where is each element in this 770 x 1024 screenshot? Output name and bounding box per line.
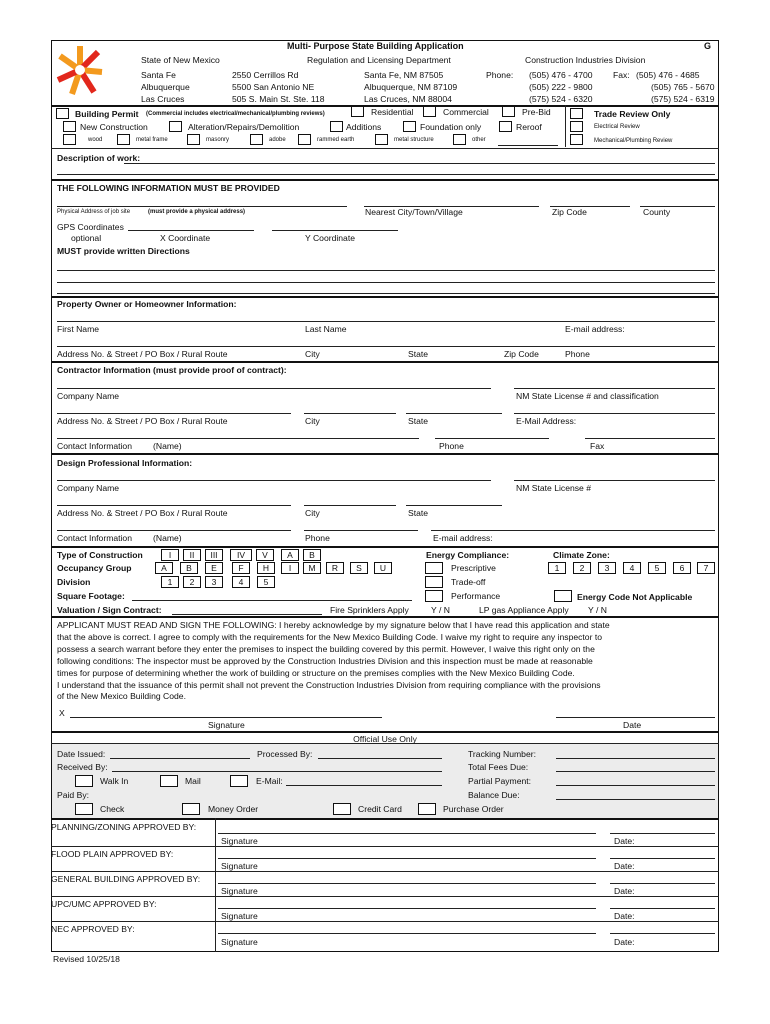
y-coordinate-field[interactable]	[272, 230, 398, 231]
applicant-text: times for purpose of determining whether the work of building or structure on the premises complies with the New Mexico Building Code.	[57, 668, 575, 678]
received-by-field[interactable]	[112, 771, 442, 772]
approval-date-field[interactable]	[610, 933, 715, 934]
partial-payment-field[interactable]	[556, 785, 715, 786]
designer-city-label: City	[305, 508, 320, 518]
square-footage-field[interactable]	[132, 600, 412, 601]
office-fax: (505) 476 - 4685	[636, 70, 700, 80]
divider	[51, 546, 719, 548]
occupancy-cell[interactable]: A	[155, 562, 173, 574]
designer-contact-field[interactable]	[57, 530, 291, 531]
tracking-number-label: Tracking Number:	[468, 749, 536, 759]
approval-date-label: Date:	[614, 911, 635, 921]
division-cell[interactable]: 5	[257, 576, 275, 588]
contractor-company-field[interactable]	[57, 388, 491, 389]
divider	[51, 179, 719, 181]
contractor-fax-label: Fax	[590, 441, 605, 451]
permit-note: (Commercial includes electrical/mechanical/plumbing reviews)	[146, 111, 325, 117]
approval-label: UPC/UMC APPROVED BY:	[51, 899, 157, 909]
owner-city-label: City	[305, 349, 320, 359]
designer-company-field[interactable]	[57, 480, 491, 481]
designer-license-label: NM State License #	[516, 483, 591, 493]
alteration-label: Alteration/Repairs/Demolition	[188, 122, 300, 132]
climate-zone-cell[interactable]: 6	[673, 562, 691, 574]
contractor-city-field[interactable]	[304, 413, 396, 414]
type-of-construction-label: Type of Construction	[57, 550, 143, 560]
approval-signature-label: Signature	[221, 911, 258, 921]
approval-date-field[interactable]	[610, 858, 715, 859]
designer-phone-label: Phone	[305, 533, 330, 543]
paid-by-label: Paid By:	[57, 790, 90, 800]
approval-label: NEC APPROVED BY:	[51, 924, 135, 934]
additions-label: Additions	[346, 122, 382, 132]
masonry-checkbox[interactable]	[187, 134, 200, 145]
applicant-text: that the above is correct. I agree to comply with the requirements for the New Mexico Building Code. I waive my right to require any inspector to	[57, 632, 603, 642]
approval-signature-label: Signature	[221, 836, 258, 846]
division-label: Division	[57, 577, 91, 587]
owner-heading: Property Owner or Homeowner Information:	[57, 299, 237, 309]
contractor-company-label: Company Name	[57, 391, 120, 401]
partial-payment-label: Partial Payment:	[468, 776, 532, 786]
wood-label: wood	[88, 137, 103, 143]
occupancy-cell[interactable]: F	[232, 562, 250, 574]
purchase-order-label: Purchase Order	[443, 804, 504, 814]
type-cell[interactable]: I	[161, 549, 179, 561]
office-city: Santa Fe	[141, 70, 176, 80]
applicant-date-label: Date	[623, 720, 642, 730]
purchase-order-checkbox[interactable]	[418, 803, 436, 815]
wood-checkbox[interactable]	[63, 134, 76, 145]
approval-signature-label: Signature	[221, 886, 258, 896]
division-cell[interactable]: 2	[183, 576, 201, 588]
approval-signature-label: Signature	[221, 861, 258, 871]
occupancy-cell[interactable]: M	[303, 562, 321, 574]
prescriptive-label: Prescriptive	[451, 563, 496, 573]
approval-date-label: Date:	[614, 836, 635, 846]
energy-na-label: Energy Code Not Applicable	[577, 592, 693, 602]
owner-state-label: State	[408, 349, 429, 359]
applicant-text: APPLICANT MUST READ AND SIGN THE FOLLOWING: I hereby acknowledge by my signature below that I have read this application and state	[57, 620, 610, 630]
total-fees-field[interactable]	[556, 771, 715, 772]
divider	[51, 731, 719, 733]
divider	[51, 616, 719, 618]
alteration-checkbox[interactable]	[169, 121, 182, 132]
electrical-review-checkbox[interactable]	[570, 121, 583, 132]
owner-address-label: Address No. & Street / PO Box / Rural Route	[57, 349, 228, 359]
mech-review-checkbox[interactable]	[570, 134, 583, 145]
site-heading: THE FOLLOWING INFORMATION MUST BE PROVIDED	[57, 183, 280, 193]
contractor-license-field[interactable]	[514, 388, 715, 389]
division-cell[interactable]: 3	[205, 576, 223, 588]
foundation-label: Foundation only	[420, 122, 482, 132]
applicant-signature-label: Signature	[208, 720, 245, 730]
tradeoff-label: Trade-off	[451, 577, 486, 587]
valuation-label: Valuation / Sign Contract:	[57, 605, 162, 615]
foundation-checkbox[interactable]	[403, 121, 416, 132]
approval-date-field[interactable]	[610, 883, 715, 884]
nearest-city-label: Nearest City/Town/Village	[365, 207, 463, 217]
owner-address-field[interactable]	[57, 346, 715, 347]
type-cell[interactable]: A	[281, 549, 299, 561]
contractor-city-label: City	[305, 416, 320, 426]
sprinklers-label: Fire Sprinklers Apply	[330, 605, 409, 615]
energy-na-checkbox[interactable]	[554, 590, 572, 602]
office-phone: (505) 476 - 4700	[529, 70, 593, 80]
office-fax: (575) 524 - 6319	[651, 94, 715, 104]
divider	[565, 105, 566, 147]
metal-frame-checkbox[interactable]	[117, 134, 130, 145]
type-cell[interactable]: IV	[230, 549, 252, 561]
walk-in-checkbox[interactable]	[75, 775, 93, 787]
physical-address-label: Physical Address of job site	[57, 209, 131, 215]
approval-signature-field[interactable]	[218, 908, 596, 909]
email-checkbox[interactable]	[230, 775, 248, 787]
office-fax: (505) 765 - 5670	[651, 82, 715, 92]
walk-in-label: Walk In	[100, 776, 129, 786]
divider	[51, 921, 719, 922]
cid-logo-icon	[54, 42, 106, 98]
metal-structure-checkbox[interactable]	[375, 134, 388, 145]
applicant-text: following conditions: The inspector must be approved by the Construction Industries Division and this inspection must be made at reasonable	[57, 656, 593, 666]
received-by-label: Received By:	[57, 762, 108, 772]
date-issued-field[interactable]	[110, 758, 250, 759]
signature-x: X	[59, 708, 65, 718]
divider	[215, 818, 216, 952]
designer-license-field[interactable]	[514, 480, 715, 481]
form-title: Multi- Purpose State Building Application	[287, 41, 464, 51]
climate-zone-cell[interactable]: 4	[623, 562, 641, 574]
approval-signature-field[interactable]	[218, 933, 596, 934]
commercial-checkbox[interactable]	[423, 106, 436, 117]
contractor-address-label: Address No. & Street / PO Box / Rural Route	[57, 416, 228, 426]
gps-label: GPS Coordinates	[57, 222, 124, 232]
contractor-heading: Contractor Information (must provide proof of contract):	[57, 365, 287, 375]
approval-signature-field[interactable]	[218, 883, 596, 884]
designer-phone-field[interactable]	[304, 530, 418, 531]
office-phone: (505) 222 - 9800	[529, 82, 593, 92]
metal-frame-label: metal frame	[136, 137, 168, 143]
climate-zone-cell[interactable]: 7	[697, 562, 715, 574]
office-street: 5500 San Antonio NE	[232, 82, 315, 92]
climate-zone-cell[interactable]: 5	[648, 562, 666, 574]
climate-zone-label: Climate Zone:	[553, 550, 610, 560]
climate-zone-cell[interactable]: 2	[573, 562, 591, 574]
divider	[51, 846, 719, 847]
metal-structure-label: metal structure	[394, 137, 434, 143]
divider	[51, 361, 719, 363]
approval-date-label: Date:	[614, 937, 635, 947]
square-footage-label: Square Footage:	[57, 591, 125, 601]
processed-by-field[interactable]	[318, 758, 442, 759]
revised-date: Revised 10/25/18	[53, 954, 120, 964]
valuation-field[interactable]	[172, 614, 322, 615]
building-permit-checkbox[interactable]	[56, 108, 69, 119]
tradeoff-checkbox[interactable]	[425, 576, 443, 588]
approval-signature-label: Signature	[221, 937, 258, 947]
performance-checkbox[interactable]	[425, 590, 443, 602]
approval-signature-field[interactable]	[218, 833, 596, 834]
rammed-earth-checkbox[interactable]	[298, 134, 311, 145]
new-construction-checkbox[interactable]	[63, 121, 76, 132]
divider	[51, 896, 719, 897]
masonry-label: masonry	[206, 137, 230, 143]
prebid-label: Pre-Bid	[522, 107, 551, 117]
designer-name-label: (Name)	[153, 533, 182, 543]
occupancy-cell[interactable]: S	[350, 562, 368, 574]
occupancy-cell[interactable]: U	[374, 562, 392, 574]
office-city: Albuquerque	[141, 82, 190, 92]
approval-date-field[interactable]	[610, 833, 715, 834]
adobe-checkbox[interactable]	[250, 134, 263, 145]
description-label: Description of work:	[57, 153, 141, 163]
rammed-earth-label: rammed earth	[317, 137, 355, 143]
form-letter: G	[704, 41, 712, 51]
occupancy-cell[interactable]: B	[180, 562, 198, 574]
other-checkbox[interactable]	[453, 134, 466, 145]
lp-gas-yn[interactable]: Y / N	[588, 605, 607, 615]
applicant-text: possess a search warrant before they enter the premises to inspect the building covered by this permit. However, I waive this right only on the	[57, 644, 595, 654]
contractor-email-label: E-Mail Address:	[516, 416, 577, 426]
y-coordinate-label: Y Coordinate	[305, 233, 356, 243]
x-coordinate-field[interactable]	[128, 230, 254, 231]
occupancy-cell[interactable]: R	[326, 562, 344, 574]
county-label: County	[643, 207, 671, 217]
mail-label: Mail	[185, 776, 201, 786]
occupancy-cell[interactable]: I	[281, 562, 299, 574]
physical-address-field[interactable]	[57, 206, 347, 207]
owner-zip-label: Zip Code	[504, 349, 539, 359]
directions-field[interactable]	[57, 282, 715, 283]
money-order-checkbox[interactable]	[182, 803, 200, 815]
check-checkbox[interactable]	[75, 803, 93, 815]
description-field[interactable]	[57, 174, 715, 175]
owner-name-field[interactable]	[57, 321, 715, 322]
approval-date-label: Date:	[614, 861, 635, 871]
email-label: E-Mail:	[256, 776, 283, 786]
occupancy-cell[interactable]: E	[205, 562, 223, 574]
contractor-license-label: NM State License # and classification	[516, 391, 659, 401]
approval-signature-field[interactable]	[218, 858, 596, 859]
designer-address-field[interactable]	[57, 505, 291, 506]
approval-date-field[interactable]	[610, 908, 715, 909]
type-cell[interactable]: V	[256, 549, 274, 561]
divider	[51, 453, 719, 455]
contractor-address-field[interactable]	[57, 413, 291, 414]
office-phone: (575) 524 - 6320	[529, 94, 593, 104]
division-cell[interactable]: 1	[161, 576, 179, 588]
lp-gas-label: LP gas Appliance Apply	[479, 605, 569, 615]
reroof-checkbox[interactable]	[499, 121, 512, 132]
office-citystate: Santa Fe, NM 87505	[364, 70, 444, 80]
official-use-heading: Official Use Only	[353, 734, 417, 744]
designer-email-label: E-mail address:	[433, 533, 493, 543]
zip-label: Zip Code	[552, 207, 587, 217]
adobe-label: adobe	[269, 137, 286, 143]
contractor-fax-field[interactable]	[585, 438, 715, 439]
office-city: Las Cruces	[141, 94, 185, 104]
applicant-date-field[interactable]	[556, 717, 715, 718]
designer-contact-label: Contact Information	[57, 533, 132, 543]
type-cell[interactable]: III	[205, 549, 223, 561]
description-field[interactable]	[124, 163, 715, 164]
type-cell[interactable]: B	[303, 549, 321, 561]
mech-review-label: Mechanical/Plumbing Review	[594, 138, 673, 144]
contractor-phone-label: Phone	[439, 441, 464, 451]
division-cell[interactable]: 4	[232, 576, 250, 588]
designer-state-label: State	[408, 508, 429, 518]
divider	[51, 871, 719, 872]
office-street: 505 S. Main St. Ste. 118	[232, 94, 325, 104]
email-field[interactable]	[286, 785, 442, 786]
balance-due-label: Balance Due:	[468, 790, 520, 800]
designer-email-field[interactable]	[431, 530, 715, 531]
contractor-contact-label: Contact Information	[57, 441, 132, 451]
physical-address-note: (must provide a physical address)	[148, 209, 246, 215]
energy-compliance-label: Energy Compliance:	[426, 550, 510, 560]
commercial-label: Commercial	[443, 107, 489, 117]
phone-label: Phone:	[486, 70, 514, 80]
electrical-review-label: Electrical Review	[594, 124, 640, 130]
date-issued-label: Date Issued:	[57, 749, 106, 759]
designer-heading: Design Professional Information:	[57, 458, 193, 468]
prebid-checkbox[interactable]	[502, 106, 515, 117]
climate-zone-cell[interactable]: 3	[598, 562, 616, 574]
performance-label: Performance	[451, 591, 501, 601]
designer-state-field[interactable]	[406, 505, 502, 506]
residential-checkbox[interactable]	[351, 106, 364, 117]
prescriptive-checkbox[interactable]	[425, 562, 443, 574]
state-name: State of New Mexico	[141, 55, 220, 65]
office-citystate: Las Cruces, NM 88004	[364, 94, 452, 104]
directions-label: MUST provide written Directions	[57, 246, 190, 256]
contractor-name-label: (Name)	[153, 441, 182, 451]
divider	[51, 296, 719, 298]
additions-checkbox[interactable]	[330, 121, 343, 132]
divider	[51, 743, 719, 744]
tracking-number-field[interactable]	[556, 758, 715, 759]
trade-review-checkbox[interactable]	[570, 108, 583, 119]
approval-label: GENERAL BUILDING APPROVED BY:	[51, 874, 201, 884]
occupancy-group-label: Occupancy Group	[57, 563, 132, 573]
designer-address-label: Address No. & Street / PO Box / Rural Route	[57, 508, 228, 518]
division-name: Construction Industries Division	[525, 55, 646, 65]
processed-by-label: Processed By:	[257, 749, 313, 759]
contractor-email-field[interactable]	[514, 413, 715, 414]
department-name: Regulation and Licensing Department	[307, 55, 451, 65]
reroof-label: Reroof	[516, 122, 542, 132]
total-fees-label: Total Fees Due:	[468, 762, 529, 772]
applicant-text: of the New Mexico Building Code.	[57, 691, 186, 701]
designer-company-label: Company Name	[57, 483, 120, 493]
occupancy-cell[interactable]: H	[257, 562, 275, 574]
approval-date-label: Date:	[614, 886, 635, 896]
building-permit-label: Building Permit	[75, 109, 139, 119]
office-citystate: Albuquerque, NM 87109	[364, 82, 458, 92]
fax-label: Fax:	[613, 70, 630, 80]
contractor-state-field[interactable]	[406, 413, 502, 414]
other-label: other	[472, 137, 486, 143]
owner-phone-label: Phone	[565, 349, 590, 359]
directions-field[interactable]	[57, 270, 715, 271]
trade-review-label: Trade Review Only	[594, 109, 671, 119]
owner-email-label: E-mail address:	[565, 324, 625, 334]
approval-label: FLOOD PLAIN APPROVED BY:	[51, 849, 174, 859]
balance-due-field[interactable]	[556, 799, 715, 800]
money-order-label: Money Order	[208, 804, 259, 814]
x-coordinate-label: X Coordinate	[160, 233, 211, 243]
divider	[51, 818, 719, 820]
sprinklers-yn[interactable]: Y / N	[431, 605, 450, 615]
first-name-label: First Name	[57, 324, 100, 334]
contractor-state-label: State	[408, 416, 429, 426]
other-field[interactable]	[498, 145, 558, 146]
contractor-contact-field[interactable]	[57, 438, 419, 439]
credit-card-checkbox[interactable]	[333, 803, 351, 815]
contractor-phone-field[interactable]	[435, 438, 549, 439]
check-label: Check	[100, 804, 125, 814]
climate-zone-cell[interactable]: 1	[548, 562, 566, 574]
approval-label: PLANNING/ZONING APPROVED BY:	[51, 822, 197, 832]
residential-label: Residential	[371, 107, 414, 117]
last-name-label: Last Name	[305, 324, 347, 334]
credit-card-label: Credit Card	[358, 804, 402, 814]
divider	[51, 148, 719, 149]
applicant-text: I understand that the issuance of this permit shall not prevent the Construction Industries Division from requiring compliance with the provisions	[57, 680, 601, 690]
new-construction-label: New Construction	[80, 122, 148, 132]
applicant-signature-field[interactable]	[70, 717, 382, 718]
mail-checkbox[interactable]	[160, 775, 178, 787]
office-street: 2550 Cerrillos Rd	[232, 70, 299, 80]
gps-optional-label: optional	[71, 233, 102, 243]
designer-city-field[interactable]	[304, 505, 396, 506]
type-cell[interactable]: II	[183, 549, 201, 561]
directions-field[interactable]	[57, 293, 715, 294]
